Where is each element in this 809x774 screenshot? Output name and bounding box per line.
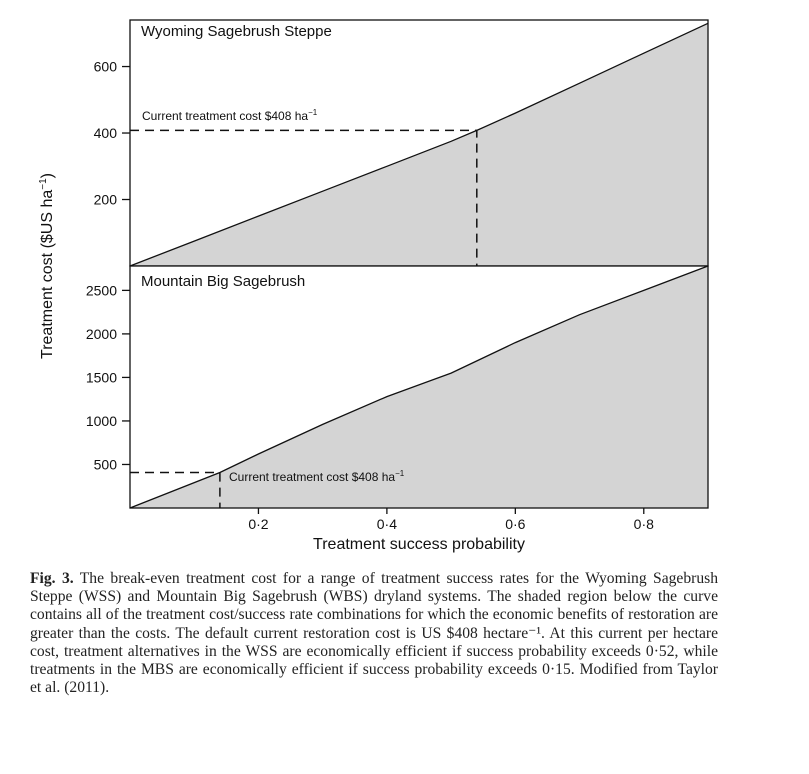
- y-axis-ticks-wyoming: [94, 59, 130, 208]
- y-tick-label-mountain: 1000: [85, 412, 117, 429]
- figure-caption: [30, 570, 718, 697]
- x-axis-ticks: [248, 508, 654, 532]
- panel-title-mountain: Mountain Big Sagebrush: [141, 273, 306, 290]
- figure-caption-label: Fig. 3.: [30, 570, 74, 587]
- panel-mountain-big-sagebrush: [86, 266, 708, 508]
- x-tick-label: 0·8: [633, 516, 654, 532]
- y-tick-label-wyoming: 400: [93, 125, 117, 142]
- x-axis-label: Treatment success probability: [313, 536, 525, 553]
- y-axis-ticks-mountain: [86, 282, 130, 472]
- y-tick-label-mountain: 2500: [85, 282, 117, 299]
- panel-wyoming-sagebrush-steppe: [94, 20, 708, 266]
- x-tick-label: 0·2: [248, 516, 269, 532]
- y-tick-label-mountain: 2000: [85, 325, 117, 342]
- x-tick-label: 0·4: [376, 516, 398, 532]
- x-tick-label: 0·6: [505, 516, 526, 532]
- y-tick-label-mountain: 1500: [85, 369, 117, 386]
- y-axis-label: Treatment cost ($US $ha^{-1}$): [38, 173, 56, 359]
- y-tick-label-mountain: 500: [93, 456, 117, 473]
- y-tick-label-wyoming: 200: [93, 191, 117, 208]
- y-tick-label-wyoming: 600: [93, 58, 117, 75]
- annotation-mountain: Current treatment cost $408 $ha^{-1}$: [229, 469, 405, 484]
- figure-caption-text: The break-even treatment cost for a range of treatment success rates for the Wyoming Sagebrush Steppe (WSS) and Mountain Big Sagebrush (WBS) dryland systems. The shaded region below the curve contains all of the treatment cost/success rate combinations for which the economic benefits of restoration are greater than the costs. The default current restoration cost is US $408 hectare⁻¹. At this current per hectare cost, treatment alternatives in the WSS are economically efficient if success probability exceeds 0·52, while treatments in the MBS are economically efficient if success probability exceeds 0·15. Modified from Taylor et al. (2011).: [30, 570, 718, 697]
- annotation-wyoming: Current treatment cost $408 $ha^{-1}$: [142, 108, 318, 123]
- panel-title-wyoming: Wyoming Sagebrush Steppe: [141, 23, 332, 40]
